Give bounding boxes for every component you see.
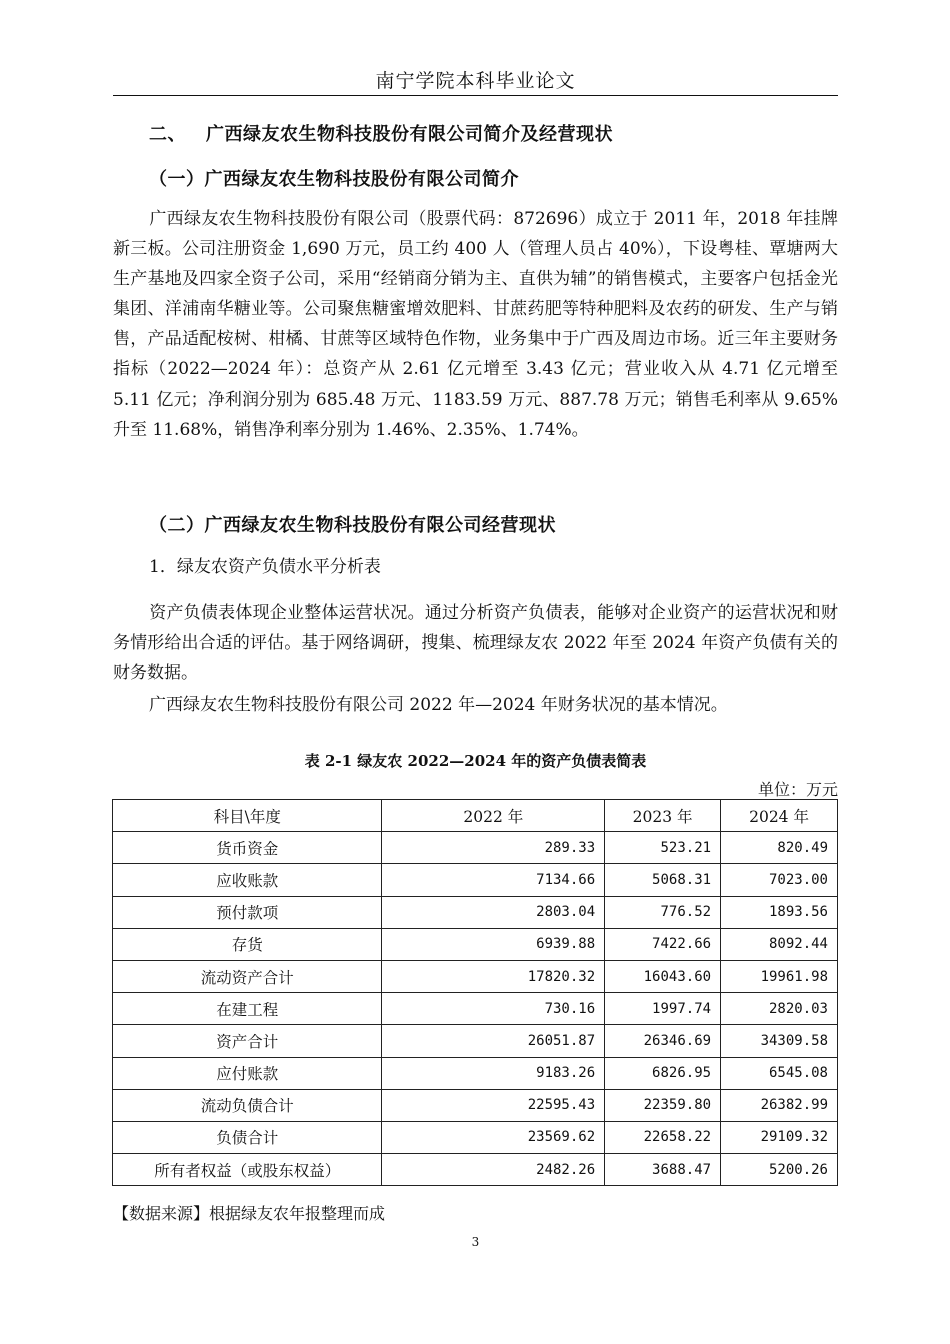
paragraph-balance-sheet-text: 资产负债表体现企业整体运营状况。通过分析资产负债表，能够对企业资产的运营状况和财务情形给出合适的评估。基于网络调研，搜集、梳理绿友农 2022 年至 2024 年资产负债有关的财务数据。 xyxy=(113,603,838,684)
cell-2024: 19961.98 xyxy=(721,960,838,992)
row-label: 在建工程 xyxy=(113,993,382,1025)
table-row xyxy=(113,960,838,992)
table-row xyxy=(113,1025,838,1057)
subsection-heading-2: （二）广西绿友农生物科技股份有限公司经营现状 xyxy=(149,515,556,536)
cell-2023: 22359.80 xyxy=(605,1089,721,1121)
numbered-item-1: 1．绿友农资产负债水平分析表 xyxy=(149,557,381,577)
cell-2023: 5068.31 xyxy=(605,864,721,896)
cell-2024: 5200.26 xyxy=(721,1154,838,1186)
cell-2022: 7134.66 xyxy=(382,864,605,896)
cell-2023: 3688.47 xyxy=(605,1154,721,1186)
cell-2024: 34309.58 xyxy=(721,1025,838,1057)
table-row xyxy=(113,1089,838,1121)
cell-2024: 29109.32 xyxy=(721,1121,838,1153)
cell-2023: 22658.22 xyxy=(605,1121,721,1153)
running-header: 南宁学院本科毕业论文 xyxy=(375,70,576,92)
column-header-2024: 2024 年 xyxy=(721,800,838,832)
table-row xyxy=(113,1154,838,1186)
table-row xyxy=(113,896,838,928)
table-row xyxy=(113,832,838,864)
paragraph-table-intro xyxy=(113,690,838,720)
header-rule xyxy=(113,95,838,96)
paragraph-balance-sheet xyxy=(113,598,838,688)
paragraph-table-intro-text: 广西绿友农生物科技股份有限公司 2022 年—2024 年财务状况的基本情况。 xyxy=(149,695,728,715)
table-row xyxy=(113,1121,838,1153)
cell-2024: 2820.03 xyxy=(721,993,838,1025)
cell-2023: 26346.69 xyxy=(605,1025,721,1057)
row-label: 所有者权益（或股东权益） xyxy=(113,1154,382,1186)
cell-2022: 9183.26 xyxy=(382,1057,605,1089)
row-label: 货币资金 xyxy=(113,832,382,864)
cell-2023: 1997.74 xyxy=(605,993,721,1025)
table-header-row xyxy=(113,800,838,832)
cell-2024: 6545.08 xyxy=(721,1057,838,1089)
row-label: 预付款项 xyxy=(113,896,382,928)
subsection-heading-1: （一）广西绿友农生物科技股份有限公司简介 xyxy=(149,169,519,190)
row-label: 应收账款 xyxy=(113,864,382,896)
cell-2022: 2803.04 xyxy=(382,896,605,928)
row-label: 存货 xyxy=(113,928,382,960)
cell-2024: 8092.44 xyxy=(721,928,838,960)
cell-2023: 776.52 xyxy=(605,896,721,928)
cell-2022: 289.33 xyxy=(382,832,605,864)
cell-2022: 2482.26 xyxy=(382,1154,605,1186)
cell-2023: 16043.60 xyxy=(605,960,721,992)
row-label: 负债合计 xyxy=(113,1121,382,1153)
cell-2022: 26051.87 xyxy=(382,1025,605,1057)
cell-2022: 730.16 xyxy=(382,993,605,1025)
column-header-item: 科目\年度 xyxy=(113,800,382,832)
table-row xyxy=(113,993,838,1025)
section-heading xyxy=(149,120,613,146)
balance-sheet-table xyxy=(112,799,838,1186)
column-header-2023: 2023 年 xyxy=(605,800,721,832)
cell-2022: 22595.43 xyxy=(382,1089,605,1121)
table-row xyxy=(113,864,838,896)
cell-2023: 523.21 xyxy=(605,832,721,864)
table-source-note: 【数据来源】根据绿友农年报整理而成 xyxy=(113,1204,386,1223)
cell-2022: 23569.62 xyxy=(382,1121,605,1153)
cell-2023: 7422.66 xyxy=(605,928,721,960)
column-header-2022: 2022 年 xyxy=(382,800,605,832)
row-label: 应付账款 xyxy=(113,1057,382,1089)
row-label: 流动资产合计 xyxy=(113,960,382,992)
table-row xyxy=(113,928,838,960)
table-row xyxy=(113,1057,838,1089)
cell-2022: 6939.88 xyxy=(382,928,605,960)
row-label: 资产合计 xyxy=(113,1025,382,1057)
cell-2023: 6826.95 xyxy=(605,1057,721,1089)
row-label: 流动负债合计 xyxy=(113,1089,382,1121)
table-unit: 单位：万元 xyxy=(757,780,838,799)
cell-2024: 1893.56 xyxy=(721,896,838,928)
cell-2024: 820.49 xyxy=(721,832,838,864)
cell-2024: 7023.00 xyxy=(721,864,838,896)
table-caption: 表 2-1 绿友农 2022—2024 年的资产负债表简表 xyxy=(304,752,647,770)
cell-2022: 17820.32 xyxy=(382,960,605,992)
paragraph-company-intro xyxy=(113,204,838,445)
page-number: 3 xyxy=(471,1235,480,1249)
cell-2024: 26382.99 xyxy=(721,1089,838,1121)
paragraph-company-intro-text: 广西绿友农生物科技股份有限公司（股票代码：872696）成立于 2011 年，2018 年挂牌新三板。公司注册资金 1,690 万元，员工约 400 人（管理人员占 40%），下设粤桂、覃塘两大生产基地及四家全资子公司，采用“经销商分销为主、直供为辅”的销售模式，主要客户包括金光集团、洋浦南华糖业等。公司聚焦糖蜜增效肥料、甘蔗药肥等特种肥料及农药的研发、生产与销售，产品适配桉树、柑橘、甘蔗等区域特色作物，业务集中于广西及周边市场。近三年主要财务指标（2022—2024 年）：总资产从 2.61 亿元增至 3.43 亿元；营业收入从 4.71 亿元增至 5.11 亿元；净利润分别为 685.48 万元、1183.59 万元、887.78 万元；销售毛利率从 9.65%升至 11.68%，销售净利率分别为 1.46%、2.35%、1.74%。 xyxy=(113,209,838,440)
section-number: 二、 xyxy=(149,124,186,145)
section-title: 广西绿友农生物科技股份有限公司简介及经营现状 xyxy=(206,124,613,145)
